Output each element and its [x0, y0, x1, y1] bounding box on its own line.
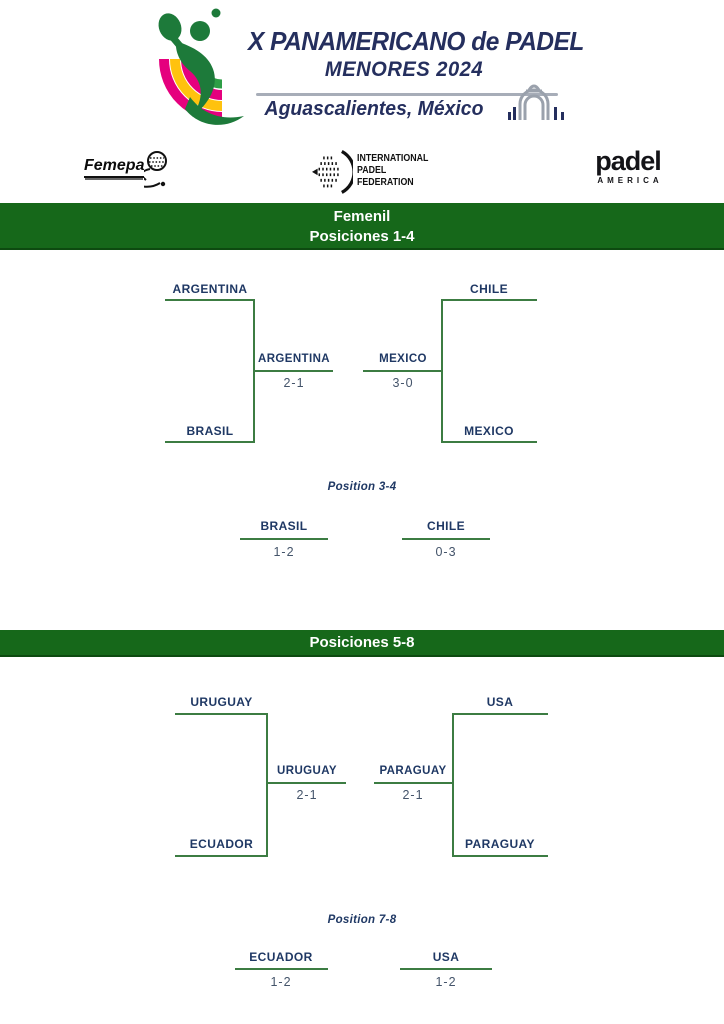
- pos34-left-team-label: BRASIL: [260, 519, 308, 533]
- fip-line-2: PADEL: [357, 164, 387, 177]
- pos78-left-team-label: ECUADOR: [249, 950, 313, 964]
- position-3-4-heading: Position 3-4: [327, 481, 397, 493]
- pos78-left-score: 1-2: [270, 975, 292, 989]
- fip-line-1: INTERNATIONAL: [357, 152, 429, 165]
- padel-america-subtitle: AMERICA: [597, 176, 663, 185]
- pos78-right-line: [400, 968, 492, 970]
- bracket1-left-winner-line: [255, 370, 333, 372]
- section1-banner: [0, 203, 724, 250]
- bracket1-right-top-team-label: CHILE: [470, 282, 508, 296]
- bracket1-left-score: 2-1: [283, 376, 305, 390]
- pos34-right-score: 0-3: [435, 545, 457, 559]
- arch-icon: [506, 80, 568, 122]
- pos78-right-team-label: USA: [432, 950, 460, 964]
- bracket1-left-bottom-team-label: BRASIL: [186, 424, 234, 438]
- sponsor-femepa: [80, 148, 184, 192]
- bracket2-right-bottom-team-label: PARAGUAY: [465, 837, 535, 851]
- title-line-2: MENORES 2024: [324, 58, 484, 81]
- section2-banner: [0, 630, 724, 657]
- bracket2-left-bottom-team-label: ECUADOR: [189, 837, 254, 851]
- bracket2-right-winner-label: PARAGUAY: [379, 765, 447, 777]
- fip-wordmark: [357, 153, 428, 188]
- bracket2-right-winner-line: [374, 782, 452, 784]
- bracket2-right-top-line: [452, 713, 548, 715]
- banner-category-label: Femenil: [333, 208, 391, 225]
- bracket2-right-vertical-line: [452, 713, 454, 857]
- fip-line-3: FEDERATION: [357, 175, 414, 188]
- pos34-right-line: [402, 538, 490, 540]
- bracket1-left-winner-label: ARGENTINA: [258, 353, 330, 365]
- bracket1-right-top-line: [441, 299, 537, 301]
- sponsor-fip: [312, 146, 442, 196]
- bracket2-right-bottom-line: [452, 855, 548, 857]
- pos34-left-score: 1-2: [273, 545, 295, 559]
- bracket2-left-bottom-line: [175, 855, 268, 857]
- femepa-tagline-bar: [85, 178, 143, 180]
- bracket1-right-winner-line: [363, 370, 443, 372]
- bracket1-right-score: 3-0: [392, 376, 414, 390]
- bracket1-left-top-team-label: ARGENTINA: [172, 282, 248, 296]
- banner-positions-1-4-label: Posiciones 1-4: [309, 228, 415, 245]
- bracket2-left-winner-line: [268, 782, 346, 784]
- bracket1-left-bottom-line: [165, 441, 255, 443]
- femepa-wordmark: Femepa: [84, 157, 144, 178]
- pos78-right-score: 1-2: [435, 975, 457, 989]
- bracket2-left-top-team-label: URUGUAY: [190, 695, 253, 709]
- pos34-left-line: [240, 538, 328, 540]
- bracket1-right-bottom-team-label: MEXICO: [464, 424, 514, 438]
- title-line-1: X PANAMERICANO de PADEL: [247, 26, 584, 56]
- bracket2-right-score: 2-1: [402, 788, 424, 802]
- bracket1-right-bottom-line: [441, 441, 537, 443]
- femepa-racket-icon: [144, 150, 178, 190]
- bracket2-left-score: 2-1: [296, 788, 318, 802]
- pos34-right-team-label: CHILE: [427, 519, 465, 533]
- bracket2-left-top-line: [175, 713, 268, 715]
- padel-america-wordmark: padel: [595, 146, 661, 176]
- sponsor-padel-america: [583, 148, 673, 185]
- bracket2-left-vertical-line: [266, 713, 268, 857]
- bracket2-right-top-team-label: USA: [486, 695, 514, 709]
- location-text: Aguascalientes, México: [264, 98, 484, 120]
- bracket1-right-winner-label: MEXICO: [379, 353, 427, 365]
- bracket2-left-winner-label: URUGUAY: [277, 765, 337, 777]
- banner-positions-5-8-label: Posiciones 5-8: [309, 634, 415, 651]
- pos78-left-line: [235, 968, 328, 970]
- position-7-8-heading: Position 7-8: [327, 914, 397, 926]
- fip-globe-icon: [312, 146, 353, 196]
- bracket1-left-top-line: [165, 299, 255, 301]
